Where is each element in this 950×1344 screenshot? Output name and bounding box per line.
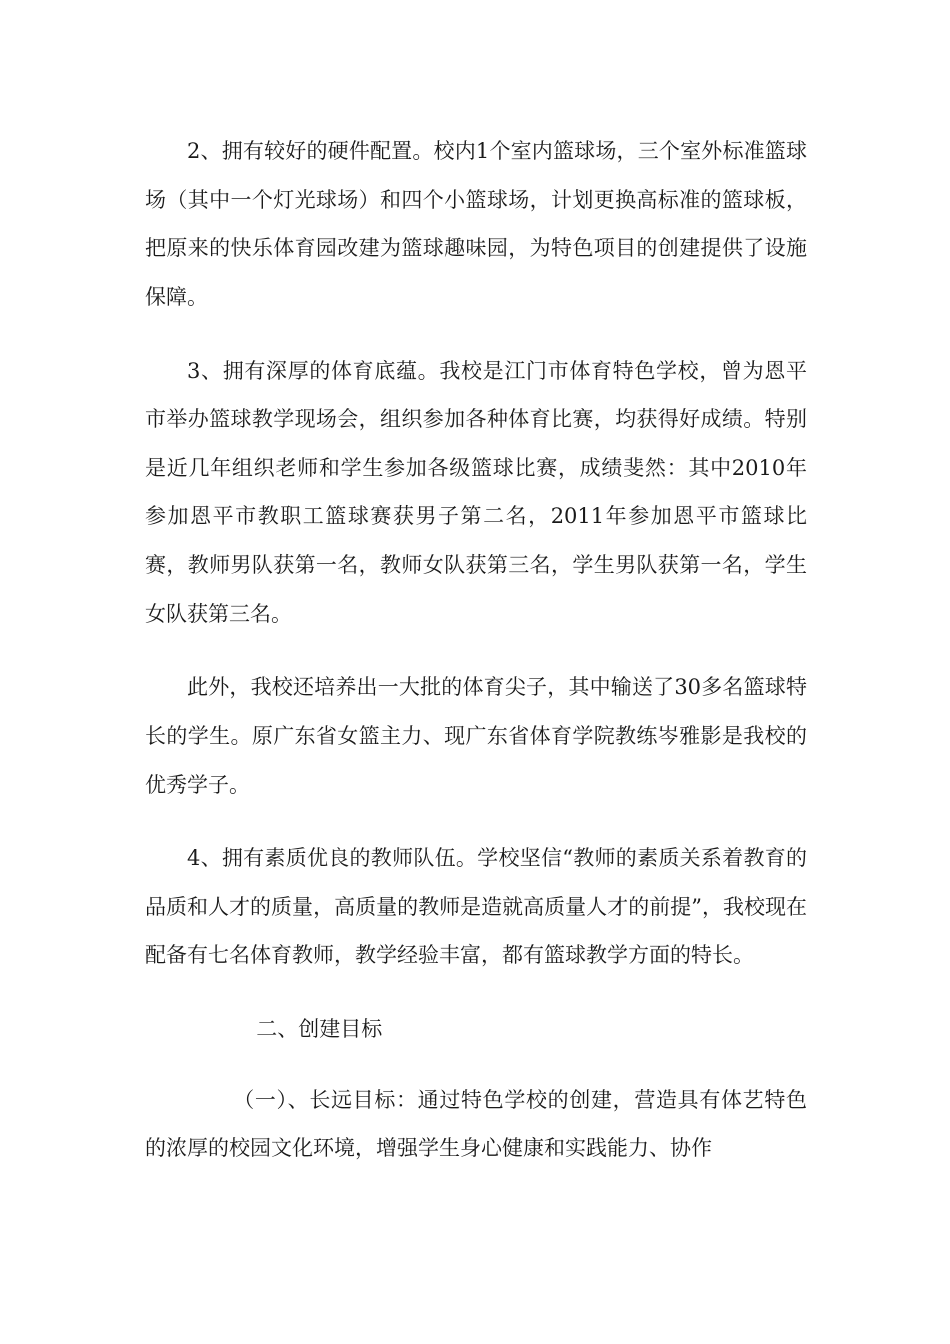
paragraph-teachers: 4、拥有素质优良的教师队伍。学校坚信“教师的素质关系着教育的品质和人才的质量，高质量的教师是造就高质量人才的前提”，我校现在配备有七名体育教师，教学经验丰富，都有篮球教学方面的特长。	[145, 846, 807, 968]
document-body	[145, 127, 807, 1198]
paragraph-hardware: 2、拥有较好的硬件配置。校内1个室内篮球场，三个室外标准篮球场（其中一个灯光球场）和四个小篮球场，计划更换高标准的篮球板，把原来的快乐体育园改建为篮球趣味园，为特色项目的创建提供了设施保障。	[145, 139, 807, 309]
paragraph-sports-heritage: 3、拥有深厚的体育底蕴。我校是江门市体育特色学校，曾为恩平市举办篮球教学现场会，组织参加各种体育比赛，均获得好成绩。特别是近几年组织老师和学生参加各级篮球比赛，成绩斐然：其中2010年参加恩平市教职工篮球赛获男子第二名，2011年参加恩平市篮球比赛，教师男队获第一名，教师女队获第三名，学生男队获第一名，学生女队获第三名。	[145, 358, 807, 626]
paragraph-talented-students: 此外，我校还培养出一大批的体育尖子，其中输送了30多名篮球特长的学生。原广东省女篮主力、现广东省体育学院教练岑雅影是我校的优秀学子。	[145, 675, 807, 797]
paragraph-long-term-goal: （一）、长远目标：通过特色学校的创建，营造具有体艺特色的浓厚的校园文化环境，增强学生身心健康和实践能力、协作	[145, 1087, 807, 1161]
section-heading: 二、创建目标	[256, 1017, 383, 1042]
